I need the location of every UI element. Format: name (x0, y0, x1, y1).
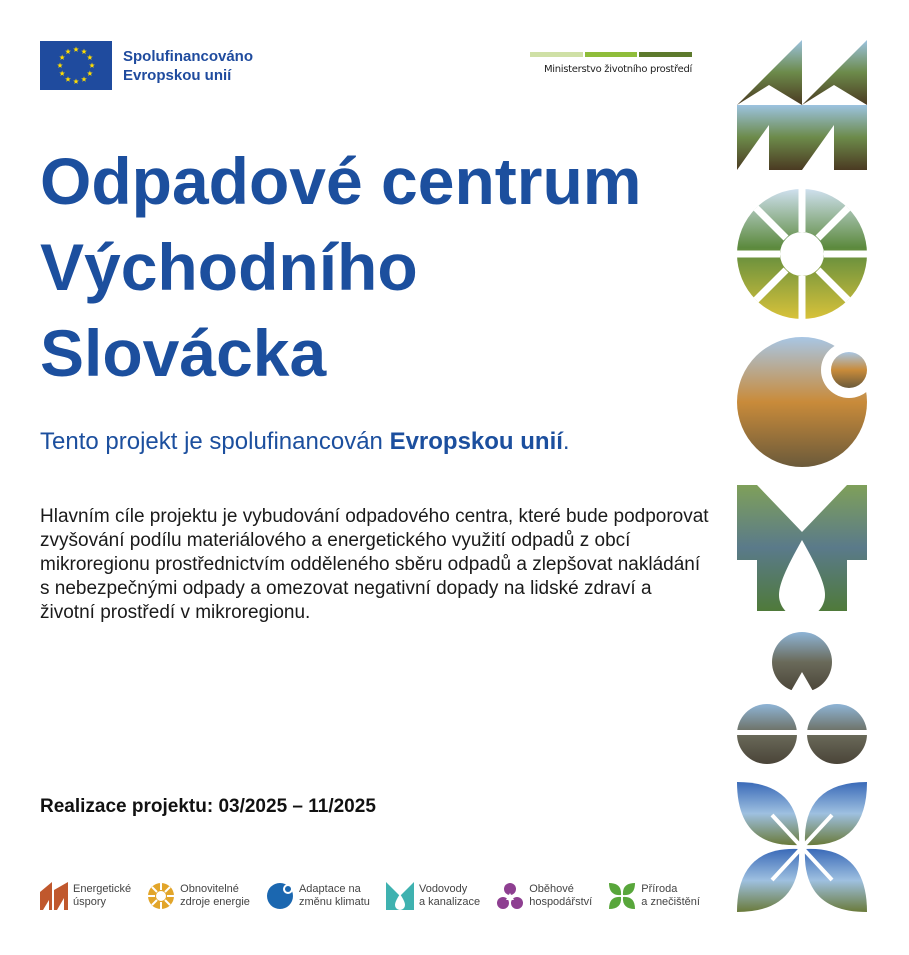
theme-label: Vodovody a kanalizace (418, 883, 481, 908)
eu-star-icon (57, 63, 63, 68)
title-line-2: Východního (40, 230, 418, 304)
strip-block-circular (737, 632, 867, 764)
eu-star-icon (65, 76, 71, 81)
ministry-bar-light (530, 52, 583, 57)
eu-star-icon (59, 55, 65, 60)
eu-logo-line-1: Spolufinancováno (123, 47, 254, 65)
strip-block-sun (737, 189, 867, 319)
page-title (40, 138, 720, 396)
nature-icon (608, 882, 636, 910)
eu-star-icon (73, 79, 79, 84)
ministry-logo (530, 52, 692, 75)
eu-logo-line-2: Evropskou unií (123, 66, 232, 84)
renewable-energy-icon (147, 882, 175, 910)
eu-star-icon (73, 47, 79, 52)
theme-water (386, 882, 480, 910)
eu-star-icon (87, 55, 93, 60)
title-line-3: Slovácka (40, 316, 327, 390)
strip-block-nature (737, 782, 867, 912)
subtitle-prefix: Tento projekt je spolufinancován (40, 428, 390, 455)
theme-circular-economy (496, 882, 592, 910)
eu-star-icon (89, 63, 95, 68)
theme-label: Příroda a znečištění (641, 883, 700, 908)
circular-economy-icon (496, 882, 524, 910)
subtitle-suffix: . (562, 428, 570, 455)
theme-label: Oběhové hospodářství (529, 883, 593, 908)
theme-climate-adaptation (266, 882, 370, 910)
eu-star-icon (87, 71, 93, 76)
strip-block-energy (737, 40, 867, 170)
theme-renewable-energy (147, 882, 250, 910)
ministry-color-bars (530, 52, 692, 57)
project-duration: Realizace projektu: 03/2025 – 11/2025 (40, 796, 376, 817)
climate-adaptation-icon (266, 882, 294, 910)
theme-icons-row (40, 882, 700, 910)
strip-block-climate (737, 337, 867, 467)
cofinance-statement (40, 428, 570, 456)
eu-star-icon (59, 71, 65, 76)
theme-label: Energetické úspory (73, 883, 132, 908)
eu-logo-text (123, 47, 253, 85)
ministry-name: Ministerstvo životního prostředí (543, 64, 692, 75)
ministry-bar-mid (585, 52, 638, 57)
eu-flag-icon (40, 41, 112, 90)
theme-label: Adaptace na změnu klimatu (298, 883, 370, 908)
project-description: Hlavním cíle projektu je vybudování odpadového centra, které bude podporovat zvyšování podílu materiálového a energetického využití odpadů z obcí mikroregionu prostřednictvím odděleného sběru odpadů a zlepšovat nakládání s nebezpečnými odpady a omezovat negativní dopady na lidské zdraví a životní prostředí v mikroregionu. (40, 506, 709, 623)
energy-savings-icon (40, 882, 68, 910)
eu-star-icon (81, 49, 87, 54)
eu-star-icon (65, 49, 71, 54)
eu-cofinanced-logo (40, 41, 253, 90)
theme-energy-savings (40, 882, 131, 910)
strip-block-water (737, 485, 867, 618)
ministry-bar-dark (639, 52, 692, 57)
title-line-1: Odpadové centrum (40, 144, 642, 218)
theme-label: Obnovitelné zdroje energie (180, 883, 250, 908)
subtitle-bold: Evropskou unií (389, 428, 563, 455)
water-icon (386, 882, 414, 910)
theme-nature (608, 882, 700, 910)
eu-star-icon (81, 76, 87, 81)
decorative-photo-strip (737, 40, 867, 912)
